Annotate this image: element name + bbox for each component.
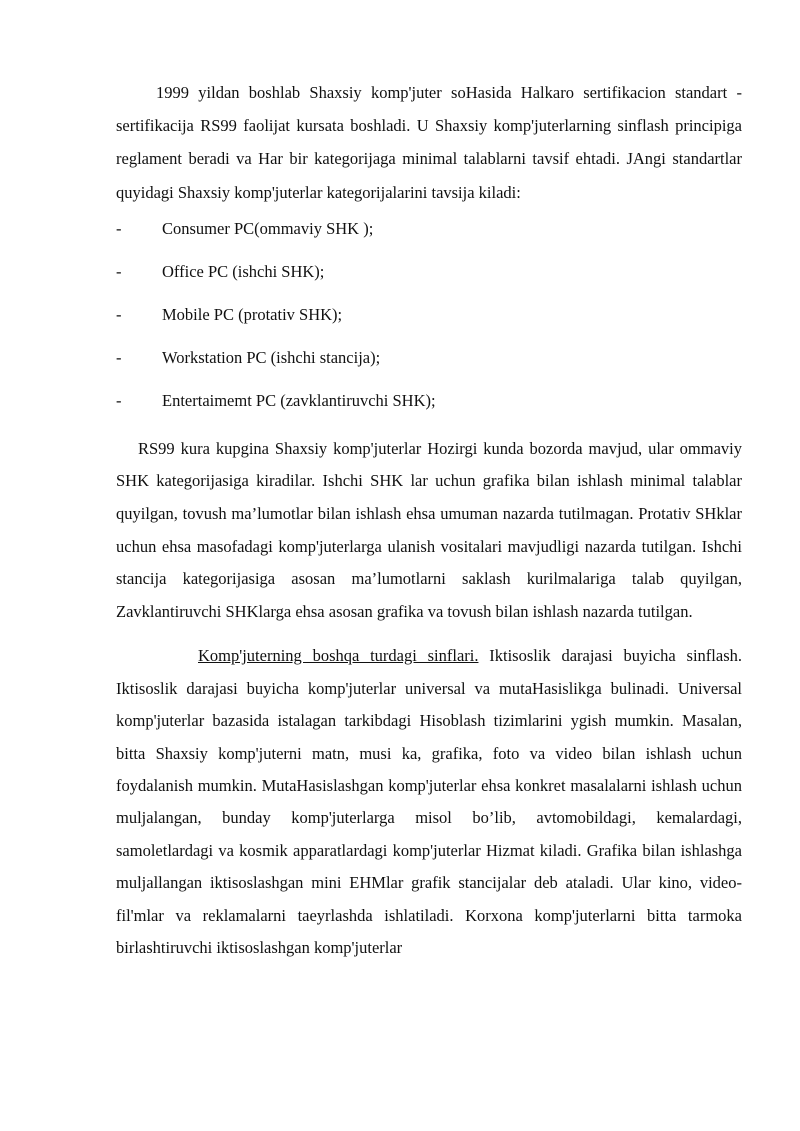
- classification-paragraph: [116, 640, 742, 964]
- list-item: [116, 219, 742, 262]
- list-bullet-dash: -: [116, 218, 122, 238]
- standard-paragraph: RS99 kura kupgina Shaxsiy komp'juterlar Hozirgi kunda bozorda mavjud, ular ommaviy SHK kategorijasiga kiradilar. Ishchi SHK lar uchun grafika bilan ishlash minimal talablar quyilgan, tovush ma’lumotlar bilan ishlash ehsa umuman nazarda tutilmagan. Protativ SHklar uchun ehsa masofadagi komp'juterlarga ulanish vositalari mavjudligi nazarda tutilgan. Ishchi stancija kategorijasiga asosan ma’lumotlarni saklash kurilmalariga talab quyilgan, Zavklantiruvchi SHKlarga ehsa asosan grafika va tovush bilan ishlash nazarda tutilgan.: [116, 438, 742, 621]
- list-item-text: Mobile PC (protativ SHK);: [162, 304, 343, 324]
- list-item-text: Workstation PC (ishchi stancija);: [162, 347, 381, 367]
- list-item-text: Consumer PC(ommaviy SHK );: [162, 218, 374, 238]
- intro-paragraph: 1999 yildan boshlab Shaxsiy komp'juter soHasida Halkaro sertifikacion standart - sertifikacija RS99 faolijat kursata boshladi. U Shaxsiy komp'juterlarning sinflash principiga reglament beradi va Har bir kategorijaga minimal talablarni tavsif ehtadi. JAngi standartlar quyidagi Shaxsiy komp'juterlar kategorijalarini tavsija kiladi:: [116, 83, 742, 202]
- pc-category-list: [116, 219, 742, 434]
- list-item: [116, 262, 742, 305]
- list-item-text: Entertaimemt PC (zavklantiruvchi SHK);: [162, 390, 436, 410]
- list-item: [116, 348, 742, 391]
- list-bullet-dash: -: [116, 347, 122, 367]
- document-body: [116, 76, 742, 964]
- list-bullet-dash: -: [116, 390, 122, 410]
- list-item: [116, 305, 742, 348]
- list-item: [116, 391, 742, 434]
- classification-text: Iktisoslik darajasi buyicha sinflash. Iktisoslik darajasi buyicha komp'juterlar universal va mutaHasislikga bulinadi. Universal komp'juterlar bazasida istalagan tarkibdagi Hisoblash tizimlarini ygish mumkin. Masalan, bitta Shaxsiy komp'juterni matn, musi ka, grafika, foto va video bilan ishlash uchun foydalanish mumkin. MutaHasislashgan komp'juterlar ehsa konkret masalalarni ishlash uchun muljalangan, bunday komp'juterlarga misol bo’lib, avtomobildagi, kemalardagi, samoletlardagi va kosmik apparatlardagi komp'juterlar Hizmat kiladi. Grafika bilan ishlashga muljallangan iktisoslashgan mini EHMlar grafik stancijalar deb ataladi. Ular kino, video-fil'mlar va reklamalarni taeyrlashda ishlatiladi. Korxona komp'juterlarni bitta tarmoka birlashtiruvchi iktisoslashgan komp'juterlar: [116, 646, 742, 958]
- list-bullet-dash: -: [116, 261, 122, 281]
- list-item-text: Office PC (ishchi SHK);: [162, 261, 325, 281]
- section-heading: Komp'juterning boshqa turdagi sinflari.: [198, 646, 479, 666]
- list-bullet-dash: -: [116, 304, 122, 324]
